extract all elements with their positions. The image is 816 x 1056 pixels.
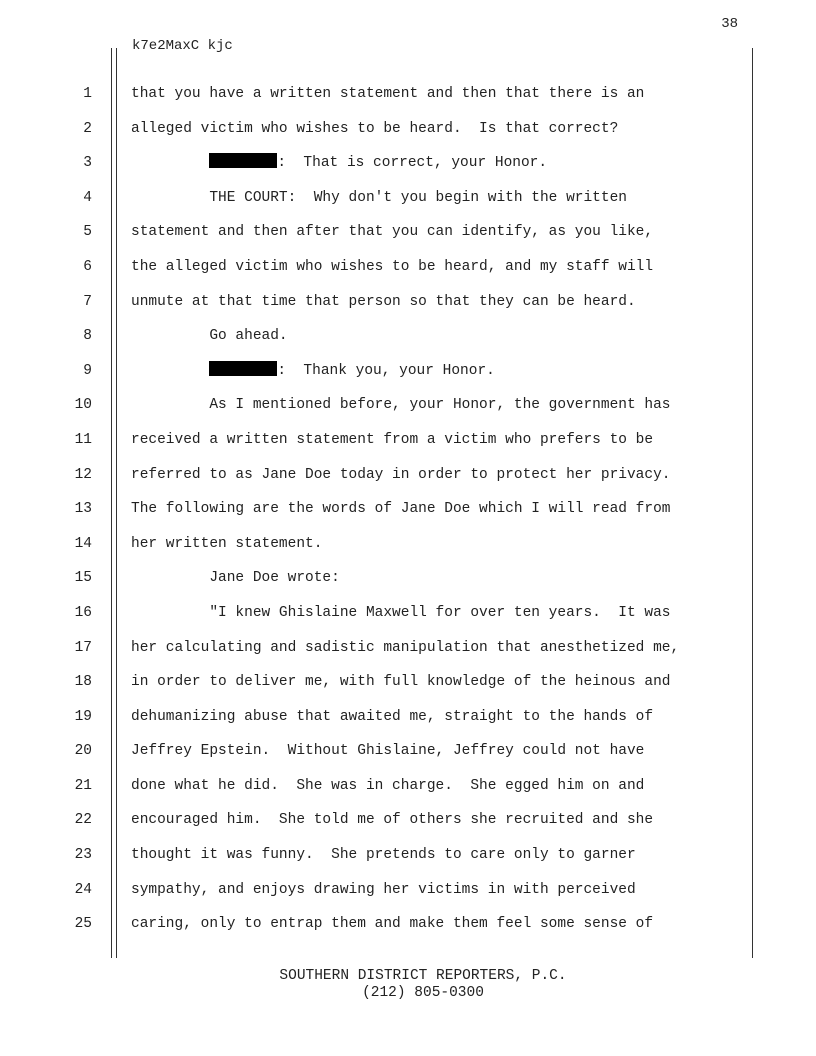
- line-text: dehumanizing abuse that awaited me, straight to the hands of: [131, 708, 654, 725]
- transcript-body: [0, 77, 816, 942]
- line-text: Jane Doe wrote:: [131, 570, 340, 587]
- transcript-line: [0, 734, 816, 769]
- transcript-line: [0, 146, 816, 181]
- line-number: 8: [83, 328, 92, 345]
- line-number: 20: [74, 743, 92, 760]
- line-text: The following are the words of Jane Doe which I will read from: [131, 501, 671, 518]
- line-number: 19: [74, 708, 92, 725]
- transcript-line: [0, 907, 816, 942]
- line-number: 3: [83, 155, 92, 172]
- transcript-line: [0, 250, 816, 285]
- line-text: caring, only to entrap them and make them feel some sense of: [131, 916, 654, 933]
- line-text: in order to deliver me, with full knowledge of the heinous and: [131, 674, 671, 691]
- transcript-line: [0, 527, 816, 562]
- line-number: 17: [74, 639, 92, 656]
- line-text: encouraged him. She told me of others she recruited and she: [131, 812, 654, 829]
- transcript-line: [0, 181, 816, 216]
- redaction-block: [209, 153, 277, 168]
- transcript-line: [0, 354, 816, 389]
- line-number: 21: [74, 777, 92, 794]
- line-number: 11: [74, 431, 92, 448]
- line-number: 24: [74, 881, 92, 898]
- transcript-line: [0, 112, 816, 147]
- transcript-line: [0, 492, 816, 527]
- line-text: her written statement.: [131, 535, 323, 552]
- page-footer: [0, 968, 816, 1002]
- line-text: unmute at that time that person so that they can be heard.: [131, 293, 636, 310]
- page-number: 38: [721, 16, 738, 32]
- footer-reporter-name: SOUTHERN DISTRICT REPORTERS, P.C.: [279, 968, 567, 984]
- line-text: As I mentioned before, your Honor, the government has: [131, 397, 671, 414]
- transcript-header-id: k7e2MaxC kjc: [132, 38, 233, 54]
- line-text: the alleged victim who wishes to be heard, and my staff will: [131, 258, 654, 275]
- line-text-after-redaction: : That is correct, your Honor.: [277, 155, 548, 172]
- line-number: 16: [74, 604, 92, 621]
- transcript-line: [0, 769, 816, 804]
- line-number: 7: [83, 293, 92, 310]
- line-text: [131, 354, 495, 389]
- line-number: 25: [74, 916, 92, 933]
- line-text: alleged victim who wishes to be heard. Is that correct?: [131, 120, 619, 137]
- transcript-line: [0, 388, 816, 423]
- line-number: 22: [74, 812, 92, 829]
- line-text: [131, 146, 547, 181]
- redaction-block: [209, 361, 277, 376]
- line-number: 6: [83, 258, 92, 275]
- line-text: sympathy, and enjoys drawing her victims in with perceived: [131, 881, 636, 898]
- line-text: Go ahead.: [131, 328, 288, 345]
- line-text: done what he did. She was in charge. She egged him on and: [131, 777, 645, 794]
- line-number: 10: [74, 397, 92, 414]
- footer-phone: (212) 805-0300: [362, 985, 484, 1001]
- line-number: 18: [74, 674, 92, 691]
- line-number: 14: [74, 535, 92, 552]
- transcript-line: [0, 873, 816, 908]
- line-text: received a written statement from a victim who prefers to be: [131, 431, 654, 448]
- transcript-line: [0, 458, 816, 493]
- line-number: 13: [74, 501, 92, 518]
- line-text: that you have a written statement and then that there is an: [131, 86, 645, 102]
- line-text: her calculating and sadistic manipulation that anesthetized me,: [131, 639, 680, 656]
- transcript-line: [0, 803, 816, 838]
- transcript-line: [0, 700, 816, 735]
- transcript-line: [0, 596, 816, 631]
- transcript-line: [0, 285, 816, 320]
- transcript-line: [0, 423, 816, 458]
- line-number: 5: [83, 224, 92, 241]
- transcript-line: [0, 838, 816, 873]
- line-text: thought it was funny. She pretends to care only to garner: [131, 847, 636, 864]
- line-text-after-redaction: : Thank you, your Honor.: [277, 362, 495, 379]
- line-number: 9: [83, 362, 92, 379]
- line-text: THE COURT: Why don't you begin with the written: [131, 189, 627, 206]
- line-number: 2: [83, 120, 92, 137]
- transcript-line: [0, 631, 816, 666]
- line-text: referred to as Jane Doe today in order to protect her privacy.: [131, 466, 671, 483]
- line-text: "I knew Ghislaine Maxwell for over ten years. It was: [131, 604, 671, 621]
- line-number: 23: [74, 847, 92, 864]
- transcript-line: [0, 561, 816, 596]
- line-text: statement and then after that you can identify, as you like,: [131, 224, 654, 241]
- line-number: 1: [83, 86, 92, 102]
- transcript-line: [0, 319, 816, 354]
- transcript-line: [0, 215, 816, 250]
- transcript-line: [0, 665, 816, 700]
- line-number: 15: [74, 570, 92, 587]
- transcript-line: [0, 77, 816, 112]
- line-number: 12: [74, 466, 92, 483]
- line-number: 4: [83, 189, 92, 206]
- line-text: Jeffrey Epstein. Without Ghislaine, Jeffrey could not have: [131, 743, 645, 760]
